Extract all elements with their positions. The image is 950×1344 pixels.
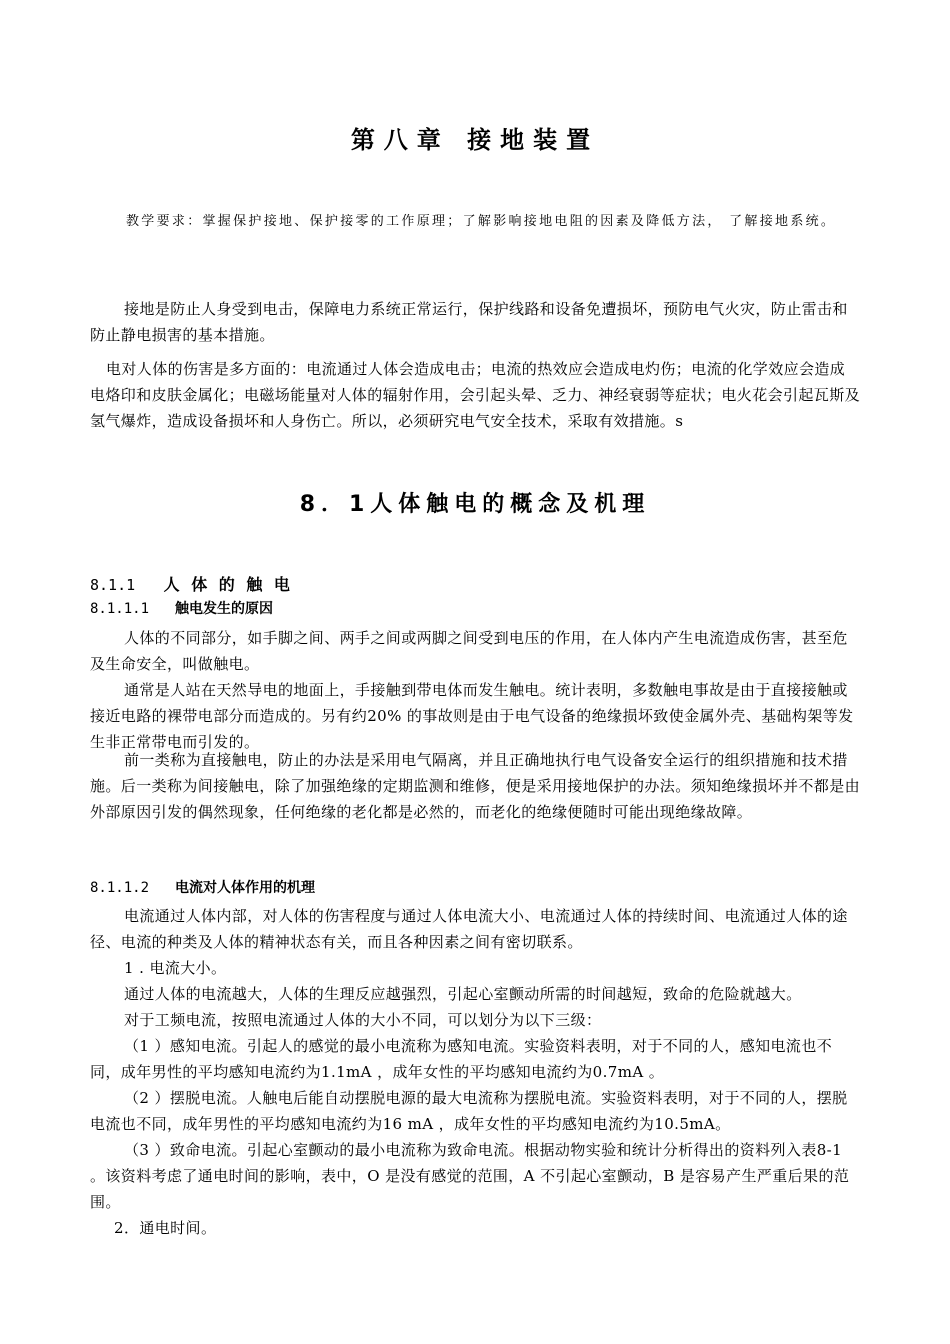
chapter-title: 第八章 接地装置 (350, 126, 600, 154)
sub2-paragraph-3: 对于工频电流，按照电流通过人体的大小不同，可以划分为以下三级： (124, 1011, 602, 1029)
intro-paragraph-2: 电对人体的伤害是多方面的：电流通过人体会造成电击；电流的热效应会造成电灼伤；电流的化学效应会造成电烙印和皮肤金属化；电磁场能量对人体的辐射作用，会引起头晕、乏力、神经衰弱等症状；电火花会引起瓦斯及氢气爆炸，造成设备损坏和人身伤亡。所以，必须研究电气安全技术，采取有效措施。s (90, 360, 861, 430)
sub2-item-2: 2．通电时间。 (114, 1219, 217, 1237)
section-title: 8．1人体触电的概念及机理 (299, 492, 651, 517)
sub2-item-1: 1 . 电流大小。 (124, 959, 227, 977)
sub1-title: 触电发生的原因 (175, 601, 274, 617)
sub2-level-3: （3 ）致命电流。引起心室颤动的最小电流称为致命电流。根据动物实验和统计分析得出的资料列入表8-1 。该资料考虑了通电时间的影响，表中，O 是没有感觉的范围，A 不引起心室颤动，B 是容易产生严重后果的范围。 (90, 1141, 850, 1211)
sub2-paragraph-1: 电流通过人体内部，对人体的伤害程度与通过人体电流大小、电流通过人体的持续时间、电流通过人体的途径、电流的种类及人体的精神状态有关，而且各种因素之间有密切联系。 (90, 907, 848, 951)
sub2-level-2: （2 ）摆脱电流。人触电后能自动摆脱电源的最大电流称为摆脱电流。实验资料表明，对于不同的人，摆脱电流也不同，成年男性的平均感知电流约为16 mA ，成年女性的平均感知电流约为10.5mA。 (90, 1089, 848, 1133)
teaching-requirements: 教学要求：掌握保护接地、保护接零的工作原理；了解影响接地电阻的因素及降低方法， 了解接地系统。 (126, 214, 837, 229)
sub1-paragraph-1: 人体的不同部分，如手脚之间、两手之间或两脚之间受到电压的作用，在人体内产生电流造成伤害，甚至危及生命安全，叫做触电。 (90, 629, 848, 673)
sub2-heading (90, 877, 860, 899)
sub2-level-1: （1 ）感知电流。引起人的感觉的最小电流称为感知电流。实验资料表明，对于不同的人，感知电流也不同，成年男性的平均感知电流约为1.1mA ，成年女性的平均感知电流约为0.7mA 。 (90, 1037, 833, 1081)
sub2-title: 电流对人体作用的机理 (175, 880, 316, 896)
sub1-paragraph-2: 通常是人站在天然导电的地面上，手接触到带电体而发生触电。统计表明，多数触电事故是由于直接接触或接近电路的裸带电部分而造成的。另有约20% 的事故则是由于电气设备的绝缘损坏致使金属外壳、基础构架等发生非正常带电而引发的。 (90, 681, 854, 751)
intro-paragraph-1: 接地是防止人身受到电击，保障电力系统正常运行，保护线路和设备免遭损坏，预防电气火灾，防止雷击和防止静电损害的基本措施。 (90, 300, 848, 344)
subsection-number: 8.1.1 (90, 576, 136, 594)
sub2-paragraph-2: 通过人体的电流越大，人体的生理反应越强烈，引起心室颤动所需的时间越短，致命的危险就越大。 (124, 985, 802, 1003)
sub1-heading (90, 598, 860, 620)
subsection-heading (90, 574, 860, 596)
sub2-number: 8.1.1.2 (90, 880, 150, 896)
subsection-title: 人 体 的 触 电 (163, 575, 293, 594)
sub1-paragraph-3: 前一类称为直接触电，防止的办法是采用电气隔离，并且正确地执行电气设备安全运行的组织措施和技术措施。后一类称为间接触电，除了加强绝缘的定期监测和维修，便是采用接地保护的办法。须知绝缘损坏并不都是由外部原因引发的偶然现象，任何绝缘的老化都是必然的，而老化的绝缘便随时可能出现绝缘故障。 (90, 751, 861, 821)
sub1-number: 8.1.1.1 (90, 601, 150, 617)
